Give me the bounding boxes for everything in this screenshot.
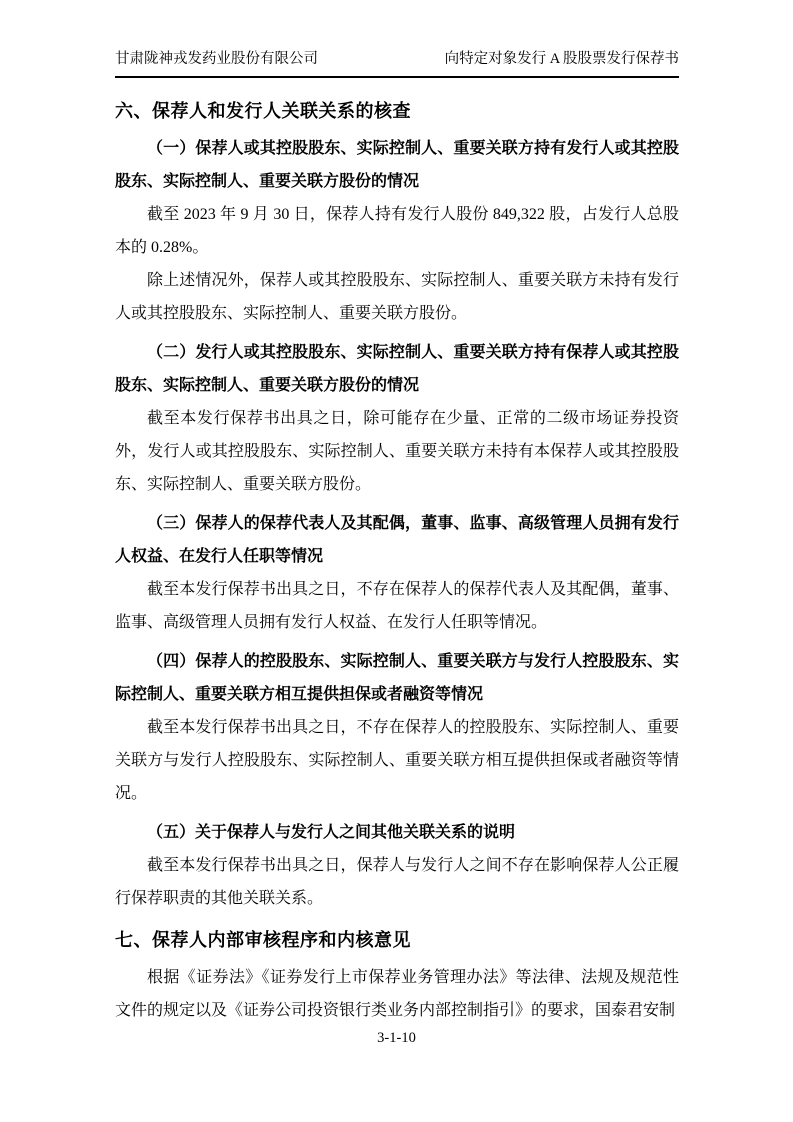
section-6-4-heading: （四）保荐人的控股股东、实际控制人、重要关联方与发行人控股股东、实际控制人、重要关联方相互提供担保或者融资等情况 <box>115 653 679 703</box>
header-document-title: 向特定对象发行 A 股股票发行保荐书 <box>444 51 679 67</box>
paragraph: 除上述情况外，保荐人或其控股股东、实际控制人、重要关联方未持有发行人或其控股股东、实际控制人、重要关联方股份。 <box>115 272 679 322</box>
header-company-name: 甘肃陇神戎发药业股份有限公司 <box>115 51 318 67</box>
section-6-1-heading: （一）保荐人或其控股股东、实际控制人、重要关联方持有发行人或其控股股东、实际控制人、重要关联方股份的情况 <box>115 140 679 190</box>
paragraph: 截至 2023 年 9 月 30 日，保荐人持有发行人股份 849,322 股，占发行人总股本的 0.28%。 <box>115 206 679 256</box>
section-6-5-heading: （五）关于保荐人与发行人之间其他关联关系的说明 <box>147 824 516 841</box>
section-6-3-heading: （三）保荐人的保荐代表人及其配偶，董事、监事、高级管理人员拥有发行人权益、在发行人任职等情况 <box>115 515 679 565</box>
page-header <box>115 48 679 78</box>
document-body <box>115 90 679 1027</box>
section-6-2-heading: （二）发行人或其控股股东、实际控制人、重要关联方持有保荐人或其控股股东、实际控制人、重要关联方股份的情况 <box>115 344 679 394</box>
section-7-heading: 七、保荐人内部审核程序和内核意见 <box>115 930 411 950</box>
paragraph: 截至本发行保荐书出具之日，保荐人与发行人之间不存在影响保荐人公正履行保荐职责的其他关联关系。 <box>115 857 679 907</box>
paragraph: 截至本发行保荐书出具之日，不存在保荐人的控股股东、实际控制人、重要关联方与发行人控股股东、实际控制人、重要关联方相互提供担保或者融资等情况。 <box>115 719 679 802</box>
page-number: 3-1-10 <box>377 1030 416 1046</box>
paragraph: 截至本发行保荐书出具之日，不存在保荐人的保荐代表人及其配偶，董事、监事、高级管理人员拥有发行人权益、在发行人任职等情况。 <box>115 581 679 631</box>
paragraph: 根据《证券法》《证券发行上市保荐业务管理办法》等法律、法规及规范性文件的规定以及《证券公司投资银行类业务内部控制指引》的要求，国泰君安制 <box>115 969 679 1019</box>
section-6-heading: 六、保荐人和发行人关联关系的核查 <box>115 101 411 121</box>
page-footer <box>0 1030 793 1047</box>
paragraph: 截至本发行保荐书出具之日，除可能存在少量、正常的二级市场证券投资外，发行人或其控股股东、实际控制人、重要关联方未持有本保荐人或其控股股东、实际控制人、重要关联方股份。 <box>115 410 679 493</box>
